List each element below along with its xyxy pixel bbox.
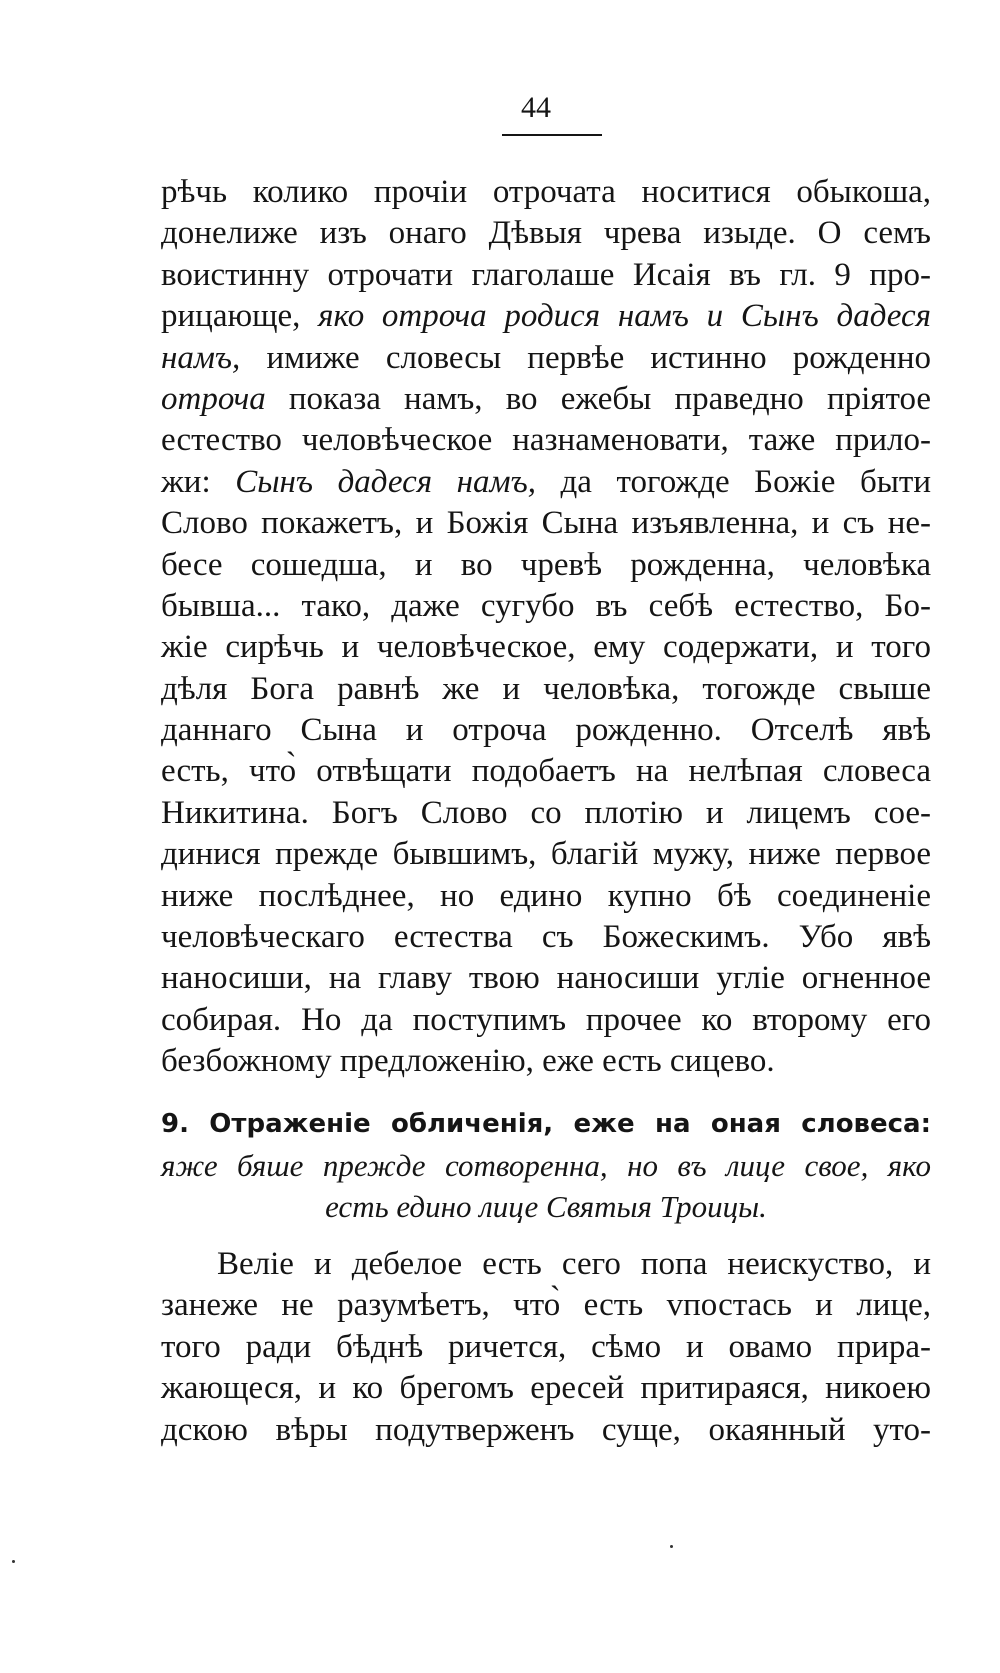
- section-subtitle-line-2: есть едино лице Святыя Троицы.: [325, 1189, 767, 1225]
- text-line: [161, 586, 931, 627]
- text-line: [161, 793, 931, 834]
- text-run: естество человѣческое назнаменовати, таже прило-: [161, 422, 931, 459]
- text-line: [161, 462, 931, 503]
- section-heading-block: [161, 1103, 931, 1228]
- text-run: безбожному предложенію, еже есть сицево.: [161, 1043, 775, 1080]
- text-line: [161, 876, 931, 917]
- text-line: [161, 545, 931, 586]
- text-line: [161, 1041, 931, 1082]
- text-line: [161, 420, 931, 461]
- italic-run: Сынъ дадеся намъ,: [235, 463, 536, 500]
- text-line: [161, 834, 931, 875]
- text-line: жающеся, и ко брегомъ ересей притираяся, никоею: [161, 1370, 931, 1407]
- page-number-rule: [502, 134, 602, 136]
- text-line: [161, 1000, 931, 1041]
- scan-speck: [670, 1545, 673, 1548]
- italic-run: намъ,: [161, 339, 241, 376]
- text-run: показа намъ, во ежебы праведно пріятое: [265, 380, 931, 417]
- text-run: бывша... тако, даже сугубо въ себѣ естество, Бо-: [161, 587, 931, 624]
- text-run: жи:: [161, 463, 236, 500]
- text-run: наносиши, на главу твою наносиши угліе огненное: [161, 960, 931, 997]
- text-line: [161, 958, 931, 999]
- text-line: [161, 338, 931, 379]
- text-run: Слово покажетъ, и Божія Сына изъявленна, и съ не-: [161, 505, 931, 542]
- text-run: есть, что̀ отвѣщати подобаетъ на нелѣпая словеса: [161, 753, 931, 790]
- text-line: [161, 213, 931, 254]
- text-run: динися прежде бывшимъ, благій мужу, ниже первое: [161, 836, 931, 873]
- text-run: собирая. Но да поступимъ прочее ко второму его: [161, 1001, 931, 1038]
- text-run: Никитина. Богъ Слово со плотію и лицемъ сое-: [161, 794, 931, 831]
- text-run: ниже послѣднее, но едино купно бѣ соединеніе: [161, 877, 931, 914]
- text-run: воистинну отрочати глаголаше Исаія въ гл. 9 про-: [161, 256, 931, 293]
- text-run: бесе сошедша, и во чревѣ рожденна, человѣка: [161, 546, 931, 583]
- text-run: человѣческаго естества съ Божескимъ. Убо явѣ: [161, 919, 931, 956]
- text-line: [161, 669, 931, 710]
- paragraph-1: [161, 172, 931, 1083]
- page-number: 44: [521, 91, 551, 124]
- text-line: [161, 627, 931, 668]
- text-line: [161, 710, 931, 751]
- text-run: да тогожде Божіе быти: [535, 463, 931, 500]
- text-run: рѣчь колико прочіи отрочата носитися обыкоша,: [161, 174, 931, 210]
- text-run: дѣля Бога равнѣ же и человѣка, тогожде свыше: [161, 670, 931, 707]
- text-line: Веліе и дебелое есть сего попа неискуство, и: [217, 1246, 931, 1282]
- scan-speck: [12, 1560, 15, 1563]
- italic-run: отроча: [161, 380, 266, 417]
- text-line: занеже не разумѣетъ, что̀ есть vпостась и лице,: [161, 1287, 931, 1324]
- text-line: [161, 751, 931, 792]
- text-line: [161, 296, 931, 337]
- text-line: [161, 255, 931, 296]
- italic-run: яко отроча родися намъ и Сынъ дадеся: [318, 298, 931, 335]
- text-run: даннаго Сына и отроча рожденно. Отселѣ явѣ: [161, 712, 931, 749]
- text-line: [161, 503, 931, 544]
- text-run: рицающе,: [161, 298, 319, 335]
- text-line: того ради бѣднѣ ричется, сѣмо и овамо прира-: [161, 1328, 931, 1365]
- text-line: [161, 172, 931, 213]
- text-run: жіе сирѣчь и человѣческое, ему содержати, и того: [161, 629, 931, 666]
- text-line: [161, 379, 931, 420]
- text-run: донелиже изъ онаго Дѣвыя чрева изыде. О семъ: [161, 215, 931, 252]
- text-line: [161, 917, 931, 958]
- text-run: имиже словесы первѣе истинно рожденно: [240, 339, 931, 376]
- paragraph-2: [161, 1244, 931, 1451]
- text-line: дскою вѣры подутверженъ суще, окаянный уто-: [161, 1411, 931, 1448]
- section-subtitle-line-1: яже бяше прежде сотворенна, но въ лице свое, яко: [161, 1148, 931, 1183]
- section-heading: 9. Отраженіе обличенія, еже на оная словеса:: [161, 1109, 931, 1139]
